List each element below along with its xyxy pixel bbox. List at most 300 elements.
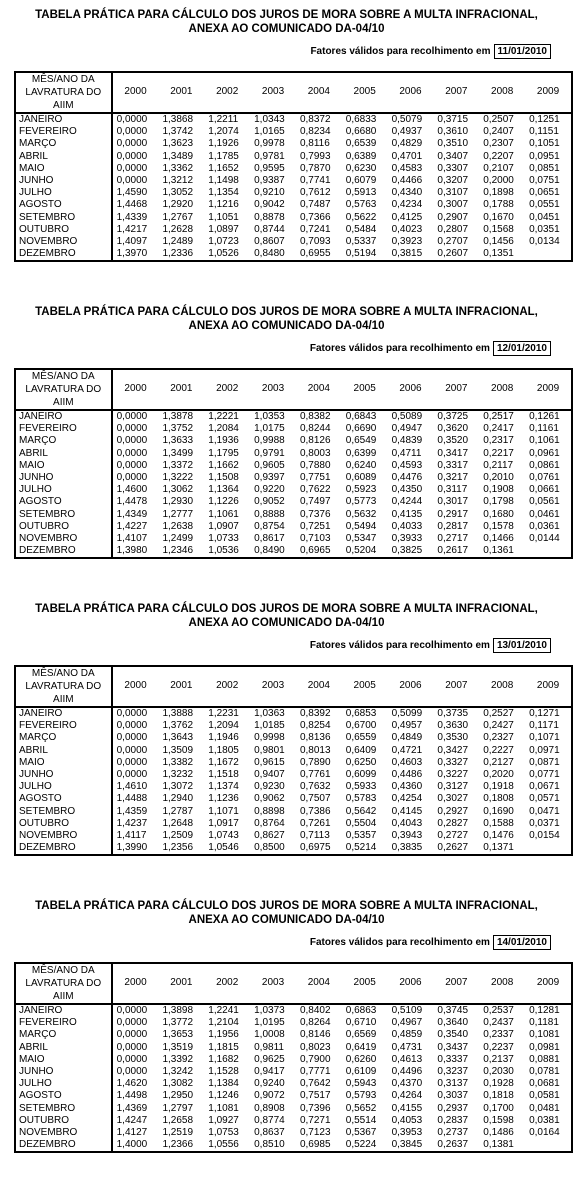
header-corner-line-2: LAVRATURA DO AIIM bbox=[25, 87, 102, 111]
factor-cell: 1,3888 bbox=[162, 708, 194, 719]
year-header: 2008 bbox=[479, 72, 525, 113]
factor-cell: 1,3372 bbox=[162, 459, 194, 471]
validity-label: Fatores válidos para recolhimento em bbox=[309, 640, 490, 651]
factor-cell: 0,7113 bbox=[299, 830, 330, 842]
factor-cell: 0,0871 bbox=[529, 756, 560, 768]
table-row bbox=[15, 545, 572, 558]
table-row bbox=[15, 781, 572, 793]
month-label: AGOSTO bbox=[15, 793, 112, 805]
factor-cell: 1,3052 bbox=[162, 187, 194, 199]
factor-cell: 0,3610 bbox=[437, 126, 469, 138]
factor-cell: 1,1936 bbox=[208, 435, 239, 447]
year-header: 2007 bbox=[433, 369, 479, 410]
table-row bbox=[15, 199, 572, 211]
factor-cell: 1,1236 bbox=[208, 793, 239, 805]
factor-cell: 0,0561 bbox=[529, 496, 560, 508]
factor-cell: 0,6240 bbox=[345, 459, 377, 471]
factor-cell bbox=[525, 545, 572, 558]
factor-cell: 1,3980 bbox=[116, 545, 148, 557]
factor-cell: 0,3027 bbox=[437, 793, 469, 805]
month-label: NOVEMBRO bbox=[15, 533, 112, 545]
factor-cell: 0,9781 bbox=[254, 150, 285, 162]
factors-table bbox=[14, 71, 573, 262]
validity-date: 11/01/2010 bbox=[494, 44, 552, 59]
factor-cell: 0,0134 bbox=[529, 236, 560, 248]
factor-cell: 1,3509 bbox=[162, 744, 194, 756]
factor-cell bbox=[525, 1139, 572, 1152]
factor-cell: 0,8116 bbox=[299, 138, 330, 150]
factor-cell: 0,9791 bbox=[254, 447, 285, 459]
factor-cell: 1,0897 bbox=[208, 223, 239, 235]
factor-cell: 0,0000 bbox=[116, 447, 148, 459]
factor-cell: 0,1568 bbox=[483, 223, 514, 235]
factor-cell: 0,4731 bbox=[391, 1041, 423, 1053]
year-header: 2008 bbox=[479, 963, 525, 1004]
factor-cell: 1,3062 bbox=[162, 484, 194, 496]
factor-cell: 1,1384 bbox=[208, 1078, 239, 1090]
factor-cell: 0,4023 bbox=[391, 223, 423, 235]
factor-cell: 0,4486 bbox=[391, 769, 423, 781]
factor-cell: 0,0951 bbox=[529, 150, 560, 162]
factor-cell: 0,6833 bbox=[345, 114, 377, 125]
month-label: DEZEMBRO bbox=[15, 248, 112, 261]
factors-table bbox=[14, 368, 573, 559]
factor-cell: 1,3382 bbox=[162, 756, 194, 768]
factor-cell: 1,2519 bbox=[162, 1127, 194, 1139]
year-header: 2002 bbox=[204, 369, 250, 410]
month-label: MAIO bbox=[15, 757, 112, 769]
title-line-2: ANEXA AO COMUNICADO DA-04/10 bbox=[188, 320, 385, 332]
table-row bbox=[15, 472, 572, 484]
factor-cell: 0,2337 bbox=[483, 1029, 514, 1041]
factor-cell: 1,0175 bbox=[254, 423, 285, 435]
table-row bbox=[15, 745, 572, 757]
year-header: 2001 bbox=[158, 666, 204, 707]
month-label: JUNHO bbox=[15, 175, 112, 187]
year-header: 2003 bbox=[250, 666, 296, 707]
factor-cell: 0,3137 bbox=[437, 1078, 469, 1090]
month-label: MAIO bbox=[15, 1054, 112, 1066]
factor-cell: 0,3427 bbox=[437, 744, 469, 756]
factor-cell: 0,4701 bbox=[391, 150, 423, 162]
factor-cell: 0,5943 bbox=[345, 1078, 377, 1090]
factor-cell: 0,6569 bbox=[345, 1029, 377, 1041]
factor-cell: 0,8607 bbox=[254, 236, 285, 248]
table-row bbox=[15, 423, 572, 435]
factor-cell: 0,0981 bbox=[529, 1041, 560, 1053]
factor-cell: 0,2107 bbox=[483, 162, 514, 174]
factor-cell: 0,3923 bbox=[391, 236, 423, 248]
factor-cell: 0,1071 bbox=[529, 732, 560, 744]
factor-cell: 0,8382 bbox=[299, 411, 331, 422]
table-block bbox=[0, 0, 573, 290]
factor-cell: 0,0471 bbox=[529, 805, 560, 817]
table-block bbox=[0, 594, 573, 884]
factor-cell: 0,3520 bbox=[437, 435, 469, 447]
factor-cell: 0,8392 bbox=[299, 708, 331, 719]
factor-cell: 0,6955 bbox=[299, 248, 331, 260]
factor-cell: 0,8617 bbox=[254, 533, 285, 545]
month-label: SETEMBRO bbox=[15, 212, 112, 224]
table-row bbox=[15, 1103, 572, 1115]
year-header: 2000 bbox=[112, 666, 159, 707]
factor-cell: 1,1226 bbox=[208, 496, 239, 508]
factor-cell: 0,4603 bbox=[391, 756, 423, 768]
factor-cell: 0,6549 bbox=[345, 435, 377, 447]
factor-cell: 0,0000 bbox=[116, 769, 148, 781]
factor-cell: 0,8372 bbox=[299, 114, 331, 125]
factor-cell: 0,2317 bbox=[483, 435, 514, 447]
factor-cell: 0,4350 bbox=[391, 484, 423, 496]
factor-cell: 0,4957 bbox=[391, 720, 423, 732]
factor-cell: 0,6230 bbox=[345, 162, 377, 174]
table-row bbox=[15, 1139, 572, 1152]
factor-cell: 0,3317 bbox=[437, 459, 469, 471]
factor-cell: 1,4498 bbox=[116, 1090, 148, 1102]
factor-cell: 1,0917 bbox=[208, 817, 239, 829]
month-label: NOVEMBRO bbox=[15, 236, 112, 248]
factor-cell: 0,0661 bbox=[529, 484, 560, 496]
factor-cell: 1,0165 bbox=[254, 126, 285, 138]
factor-cell: 0,0164 bbox=[529, 1127, 560, 1139]
factor-cell: 0,7622 bbox=[299, 484, 331, 496]
month-label: DEZEMBRO bbox=[15, 1139, 112, 1152]
month-label: SETEMBRO bbox=[15, 509, 112, 521]
factor-cell: 1,1354 bbox=[208, 187, 239, 199]
factor-cell: 1,2777 bbox=[162, 508, 194, 520]
factor-cell: 1,1795 bbox=[208, 447, 239, 459]
table-row bbox=[15, 460, 572, 472]
month-label: JANEIRO bbox=[15, 113, 112, 126]
validity-label: Fatores válidos para recolhimento em bbox=[309, 937, 490, 948]
factor-cell: 0,8764 bbox=[254, 817, 285, 829]
factor-cell bbox=[525, 842, 572, 855]
factor-cell: 1,0373 bbox=[254, 1005, 285, 1016]
factor-cell: 0,8480 bbox=[254, 248, 285, 260]
factor-cell: 1,2499 bbox=[162, 533, 194, 545]
factor-cell: 1,3772 bbox=[162, 1017, 194, 1029]
table-row bbox=[15, 1029, 572, 1041]
factor-cell: 0,2137 bbox=[483, 1053, 514, 1065]
factor-cell: 0,1371 bbox=[483, 842, 514, 854]
factor-cell: 0,0000 bbox=[116, 732, 148, 744]
factor-cell: 0,0000 bbox=[116, 175, 148, 187]
factor-cell: 1,2787 bbox=[162, 805, 194, 817]
factor-cell: 0,4583 bbox=[391, 162, 423, 174]
year-header: 2005 bbox=[342, 72, 388, 113]
factor-cell: 0,7366 bbox=[299, 211, 331, 223]
factor-cell: 0,3327 bbox=[437, 756, 469, 768]
validity-line bbox=[310, 935, 551, 950]
year-header: 2000 bbox=[112, 963, 159, 1004]
title-line-1: TABELA PRÁTICA PARA CÁLCULO DOS JUROS DE MORA SOBRE A MULTA INFRACIONAL, bbox=[35, 9, 538, 21]
factor-cell: 0,0371 bbox=[529, 817, 560, 829]
month-label: DEZEMBRO bbox=[15, 545, 112, 558]
factor-cell: 1,2231 bbox=[208, 708, 239, 719]
table-row bbox=[15, 448, 572, 460]
factor-cell: 0,5504 bbox=[345, 817, 377, 829]
header-corner-line-1: MÊS/ANO DA bbox=[31, 965, 95, 976]
factor-cell: 0,4613 bbox=[391, 1053, 423, 1065]
factor-cell: 0,7642 bbox=[299, 1078, 331, 1090]
factor-cell: 1,0907 bbox=[208, 520, 239, 532]
factor-cell: 0,0000 bbox=[116, 126, 148, 138]
factor-cell: 0,5109 bbox=[391, 1005, 423, 1016]
factor-cell: 0,3217 bbox=[437, 472, 469, 484]
factor-cell: 1,4369 bbox=[116, 1102, 148, 1114]
factor-cell: 0,5194 bbox=[345, 248, 377, 260]
table-row bbox=[15, 410, 572, 423]
factor-cell: 0,8637 bbox=[254, 1127, 285, 1139]
factor-cell: 0,4839 bbox=[391, 435, 423, 447]
factor-cell: 1,1682 bbox=[208, 1053, 239, 1065]
factor-cell: 1,3212 bbox=[162, 175, 194, 187]
factor-cell: 1,1815 bbox=[208, 1041, 239, 1053]
validity-label: Fatores válidos para recolhimento em bbox=[310, 46, 491, 57]
factor-cell: 1,4590 bbox=[116, 187, 148, 199]
month-label: SETEMBRO bbox=[15, 1103, 112, 1115]
factor-cell: 0,4721 bbox=[391, 744, 423, 756]
factor-cell: 0,2807 bbox=[437, 223, 469, 235]
factor-cell: 1,1926 bbox=[208, 138, 239, 150]
year-header: 2003 bbox=[250, 72, 296, 113]
factor-cell: 0,3745 bbox=[437, 1005, 469, 1016]
header-month-year bbox=[15, 963, 112, 1004]
factor-cell: 0,9062 bbox=[254, 793, 285, 805]
factor-cell: 1,0536 bbox=[208, 545, 239, 557]
factor-cell: 0,4155 bbox=[391, 1102, 423, 1114]
factor-cell: 0,5357 bbox=[345, 830, 377, 842]
factor-cell: 0,1818 bbox=[483, 1090, 514, 1102]
factor-cell: 0,0000 bbox=[116, 1005, 148, 1016]
month-label: ABRIL bbox=[15, 1042, 112, 1054]
factor-cell: 0,2627 bbox=[437, 842, 469, 854]
factor-cell: 1,0185 bbox=[254, 720, 285, 732]
factor-cell: 0,9072 bbox=[254, 1090, 285, 1102]
factor-cell: 0,2637 bbox=[437, 1139, 469, 1151]
table-row bbox=[15, 1078, 572, 1090]
factor-cell: 0,6409 bbox=[345, 744, 377, 756]
validity-date: 14/01/2010 bbox=[493, 935, 551, 950]
factor-cell: 0,0144 bbox=[529, 533, 560, 545]
factor-cell: 0,6853 bbox=[345, 708, 377, 719]
factor-cell: 0,3735 bbox=[437, 708, 469, 719]
table-row bbox=[15, 175, 572, 187]
year-header: 2003 bbox=[250, 369, 296, 410]
month-label: MAIO bbox=[15, 460, 112, 472]
factor-cell: 0,0361 bbox=[529, 520, 560, 532]
factor-cell: 1,0353 bbox=[254, 411, 285, 422]
factor-cell: 0,0000 bbox=[116, 1017, 148, 1029]
factor-cell: 0,5079 bbox=[391, 114, 423, 125]
factors-table bbox=[14, 962, 573, 1153]
factor-cell: 0,4466 bbox=[391, 175, 423, 187]
factor-cell: 0,8254 bbox=[299, 720, 331, 732]
factor-cell: 0,0851 bbox=[529, 162, 560, 174]
factor-cell: 0,9210 bbox=[254, 187, 285, 199]
table-row bbox=[15, 113, 572, 126]
factor-cell: 0,3227 bbox=[437, 769, 469, 781]
factor-cell: 1,3878 bbox=[162, 411, 194, 422]
year-header: 2006 bbox=[388, 666, 434, 707]
factor-cell: 0,7880 bbox=[299, 459, 331, 471]
factor-cell: 1,2638 bbox=[162, 520, 194, 532]
factor-cell: 0,4340 bbox=[391, 187, 423, 199]
factor-cell: 1,1216 bbox=[208, 199, 239, 211]
factor-cell: 0,8500 bbox=[254, 842, 285, 854]
factor-cell: 0,3953 bbox=[391, 1127, 423, 1139]
factor-cell: 0,4496 bbox=[391, 1066, 423, 1078]
factor-cell: 0,1251 bbox=[529, 114, 560, 125]
header-month-year bbox=[15, 369, 112, 410]
factor-cell: 0,0000 bbox=[116, 114, 148, 125]
factor-cell: 0,0681 bbox=[529, 1078, 560, 1090]
factor-cell: 0,8244 bbox=[299, 423, 331, 435]
factor-cell: 1,1518 bbox=[208, 769, 239, 781]
factor-cell: 0,6389 bbox=[345, 150, 377, 162]
factor-cell: 0,5224 bbox=[345, 1139, 377, 1151]
factor-cell: 0,2020 bbox=[483, 769, 514, 781]
factor-cell: 0,4135 bbox=[391, 508, 423, 520]
factor-cell: 1,2930 bbox=[162, 496, 194, 508]
factor-cell: 0,2417 bbox=[483, 423, 514, 435]
factor-cell: 1,4000 bbox=[116, 1139, 148, 1151]
factor-cell: 0,8878 bbox=[254, 211, 285, 223]
factor-cell: 1,0546 bbox=[208, 842, 239, 854]
month-label: ABRIL bbox=[15, 448, 112, 460]
month-label: JULHO bbox=[15, 187, 112, 199]
factor-cell: 0,3107 bbox=[437, 187, 469, 199]
factor-cell: 1,2767 bbox=[162, 211, 194, 223]
table-row bbox=[15, 1017, 572, 1029]
factor-cell: 1,3082 bbox=[162, 1078, 194, 1090]
factor-cell: 0,0000 bbox=[116, 411, 148, 422]
factor-cell: 0,3725 bbox=[437, 411, 469, 422]
factor-cell: 0,0781 bbox=[529, 1066, 560, 1078]
factor-cell: 1,0363 bbox=[254, 708, 285, 719]
factor-cell: 1,3232 bbox=[162, 769, 194, 781]
factor-cell: 0,1361 bbox=[483, 545, 514, 557]
factor-cell: 0,8136 bbox=[299, 732, 331, 744]
year-header: 2003 bbox=[250, 963, 296, 1004]
factor-cell: 0,5214 bbox=[345, 842, 377, 854]
factor-cell: 0,4244 bbox=[391, 496, 423, 508]
factor-cell: 0,7890 bbox=[299, 756, 331, 768]
factor-cell: 0,9615 bbox=[254, 756, 285, 768]
factor-cell: 0,2537 bbox=[483, 1005, 514, 1016]
factor-cell: 0,0761 bbox=[529, 472, 560, 484]
factor-cell: 0,5099 bbox=[391, 708, 423, 719]
year-header: 2006 bbox=[388, 963, 434, 1004]
factor-cell: 0,9625 bbox=[254, 1053, 285, 1065]
factor-cell: 0,0000 bbox=[116, 708, 148, 719]
month-label: JUNHO bbox=[15, 1066, 112, 1078]
table-row bbox=[15, 830, 572, 842]
factor-cell: 0,8908 bbox=[254, 1102, 285, 1114]
factor-cell: 1,3242 bbox=[162, 1066, 194, 1078]
factor-cell: 0,2727 bbox=[437, 830, 469, 842]
factor-cell: 0,1381 bbox=[483, 1139, 514, 1151]
factor-cell: 0,2837 bbox=[437, 1114, 469, 1126]
year-header: 2005 bbox=[342, 963, 388, 1004]
year-header: 2002 bbox=[204, 72, 250, 113]
block-title bbox=[0, 305, 573, 333]
factor-cell: 0,4033 bbox=[391, 520, 423, 532]
header-corner-line-1: MÊS/ANO DA bbox=[31, 668, 95, 679]
factor-cell: 0,0551 bbox=[529, 199, 560, 211]
factor-cell: 0,3407 bbox=[437, 150, 469, 162]
factor-cell: 1,4488 bbox=[116, 793, 148, 805]
factor-cell: 0,3540 bbox=[437, 1029, 469, 1041]
factor-cell: 0,1788 bbox=[483, 199, 514, 211]
factor-cell: 1,3762 bbox=[162, 720, 194, 732]
factor-cell: 1,2094 bbox=[208, 720, 239, 732]
factor-cell: 0,3715 bbox=[437, 114, 469, 125]
factor-cell: 0,1680 bbox=[483, 508, 514, 520]
factor-cell: 0,6079 bbox=[345, 175, 377, 187]
factor-cell: 0,1051 bbox=[529, 138, 560, 150]
factor-cell: 0,7123 bbox=[299, 1127, 331, 1139]
factor-cell: 0,5632 bbox=[345, 508, 377, 520]
factor-cell: 1,4237 bbox=[116, 817, 148, 829]
factor-cell: 0,1598 bbox=[483, 1114, 514, 1126]
factor-cell: 0,2227 bbox=[483, 744, 514, 756]
year-header: 2000 bbox=[112, 72, 159, 113]
factor-cell: 0,9387 bbox=[254, 175, 285, 187]
factor-cell: 1,3643 bbox=[162, 732, 194, 744]
factor-cell: 1,0753 bbox=[208, 1127, 239, 1139]
month-label: AGOSTO bbox=[15, 1090, 112, 1102]
factor-cell: 0,0881 bbox=[529, 1053, 560, 1065]
factor-cell: 0,8774 bbox=[254, 1114, 285, 1126]
table-row bbox=[15, 1042, 572, 1054]
factor-cell: 0,1181 bbox=[529, 1017, 559, 1029]
month-label: MARÇO bbox=[15, 732, 112, 744]
month-label: JUNHO bbox=[15, 472, 112, 484]
year-header: 2008 bbox=[479, 369, 525, 410]
factor-cell: 0,4593 bbox=[391, 459, 423, 471]
year-header: 2004 bbox=[296, 666, 342, 707]
title-line-2: ANEXA AO COMUNICADO DA-04/10 bbox=[188, 914, 385, 926]
factor-cell: 0,3845 bbox=[391, 1139, 423, 1151]
factor-cell: 0,1281 bbox=[529, 1005, 560, 1016]
table-row bbox=[15, 533, 572, 545]
year-header: 2009 bbox=[525, 72, 572, 113]
factor-cell: 0,5763 bbox=[345, 199, 377, 211]
factor-cell: 0,3307 bbox=[437, 162, 469, 174]
month-label: OUTUBRO bbox=[15, 224, 112, 236]
table-block bbox=[0, 297, 573, 587]
month-label: DEZEMBRO bbox=[15, 842, 112, 855]
factor-cell: 1,2648 bbox=[162, 817, 194, 829]
month-label: ABRIL bbox=[15, 745, 112, 757]
factor-cell: 0,8234 bbox=[299, 126, 331, 138]
factor-cell: 1,1528 bbox=[208, 1066, 239, 1078]
factor-cell: 1,3752 bbox=[162, 423, 194, 435]
factor-cell: 0,5484 bbox=[345, 223, 377, 235]
header-month-year bbox=[15, 72, 112, 113]
month-label: MARÇO bbox=[15, 435, 112, 447]
factor-cell: 0,8754 bbox=[254, 520, 285, 532]
factor-cell: 0,5793 bbox=[345, 1090, 377, 1102]
factor-cell: 1,2084 bbox=[208, 423, 239, 435]
factor-cell: 0,4476 bbox=[391, 472, 423, 484]
factor-cell: 0,2307 bbox=[483, 138, 514, 150]
table-row bbox=[15, 732, 572, 744]
factor-cell: 1,2628 bbox=[162, 223, 194, 235]
factor-cell: 0,8898 bbox=[254, 805, 285, 817]
factor-cell: 1,2940 bbox=[162, 793, 194, 805]
